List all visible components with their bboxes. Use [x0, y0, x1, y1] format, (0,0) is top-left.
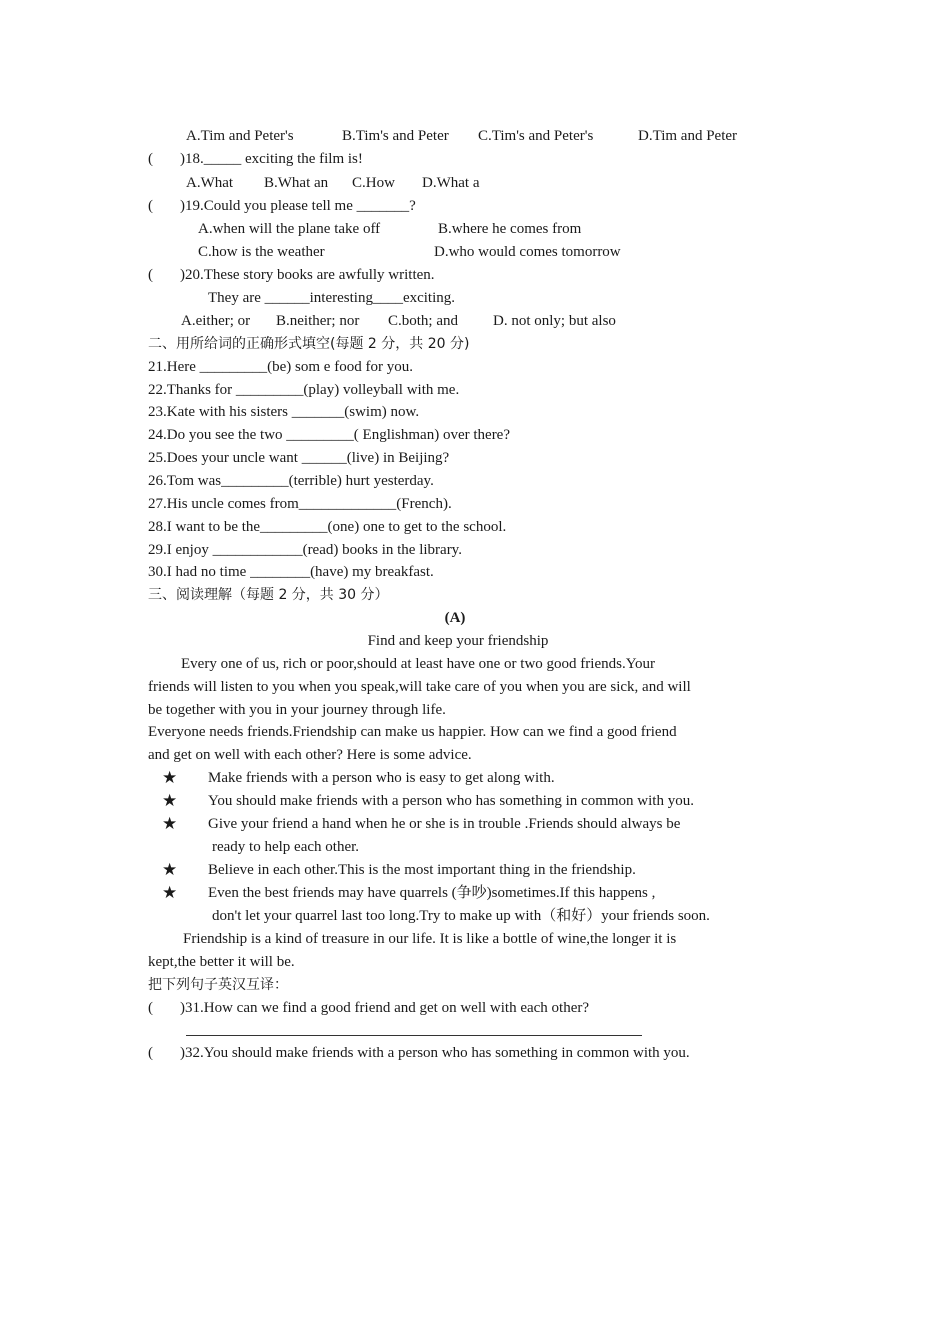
- q20-option-c: C.both; and: [388, 313, 458, 329]
- fill-item: 27.His uncle comes from_____________(French).: [148, 496, 452, 512]
- q18-option-a: A.What: [186, 175, 234, 191]
- q17-option-d: D.Tim and Peter: [638, 128, 738, 144]
- q31-bracket: (: [148, 1000, 153, 1016]
- fill-item: 26.Tom was_________(terrible) hurt yesterday.: [148, 473, 434, 489]
- fill-item: 30.I had no time ________(have) my breakfast.: [148, 564, 434, 580]
- advice-item: Believe in each other.This is the most important thing in the friendship.: [208, 862, 636, 878]
- fill-item: 23.Kate with his sisters _______(swim) now.: [148, 404, 420, 420]
- q19-stem: )19.Could you please tell me _______?: [180, 198, 416, 214]
- q20-option-d: D. not only; but also: [493, 313, 616, 329]
- q17-option-c: C.Tim's and Peter's: [478, 128, 594, 144]
- q20-stem: )20.These story books are awfully written.: [180, 267, 435, 283]
- q18-option-b: B.What an: [264, 175, 329, 191]
- fill-item: 28.I want to be the_________(one) one to get to the school.: [148, 519, 507, 535]
- q32-bracket: (: [148, 1045, 153, 1061]
- advice-item: You should make friends with a person who has something in common with you.: [208, 793, 694, 809]
- q20-line2: They are ______interesting____exciting.: [208, 290, 456, 306]
- fill-item: 24.Do you see the two _________( Englishman) over there?: [148, 427, 510, 443]
- star-icon: ★: [162, 814, 178, 833]
- paragraph-line: Every one of us, rich or poor,should at least have one or two good friends.Your: [181, 656, 656, 672]
- passage-label: (A): [444, 610, 466, 626]
- q32-text: )32.You should make friends with a person who has something in common with you.: [180, 1045, 690, 1061]
- paragraph-line: and get on well with each other? Here is some advice.: [148, 747, 472, 763]
- passage-title: Find and keep your friendship: [367, 633, 549, 649]
- q19-option-a: A.when will the plane take off: [198, 221, 381, 237]
- q19-bracket: (: [148, 198, 153, 214]
- fill-item: 22.Thanks for _________(play) volleyball with me.: [148, 382, 460, 398]
- paragraph-line: friends will listen to you when you speak,will take care of you when you are sick, and will: [148, 679, 691, 695]
- q18-bracket: (: [148, 151, 153, 167]
- advice-item-continued: don't let your quarrel last too long.Try to make up with（和好）your friends soon.: [212, 908, 710, 924]
- star-icon: ★: [162, 768, 178, 787]
- fill-item: 25.Does your uncle want ______(live) in Beijing?: [148, 450, 450, 466]
- q19-option-b: B.where he comes from: [438, 221, 582, 237]
- q17-option-b: B.Tim's and Peter: [342, 128, 449, 144]
- star-icon: ★: [162, 791, 178, 810]
- star-icon: ★: [162, 860, 178, 879]
- q20-option-a: A.either; or: [181, 313, 251, 329]
- q17-option-a: A.Tim and Peter's: [186, 128, 294, 144]
- fill-item: 29.I enjoy ____________(read) books in the library.: [148, 542, 462, 558]
- paragraph-line: Everyone needs friends.Friendship can make us happier. How can we find a good friend: [148, 724, 677, 740]
- star-icon: ★: [162, 883, 178, 902]
- q18-option-c: C.How: [352, 175, 395, 191]
- fill-item: 21.Here _________(be) som e food for you.: [148, 359, 413, 375]
- paragraph-line: kept,the better it will be.: [148, 954, 295, 970]
- section2-heading: 二、用所给词的正确形式填空(每题 2 分，共 20 分): [148, 336, 470, 352]
- q31-text: )31.How can we find a good friend and get on well with each other?: [180, 1000, 590, 1016]
- translate-heading: 把下列句子英汉互译：: [148, 977, 288, 993]
- paragraph-line: Friendship is a kind of treasure in our life. It is like a bottle of wine,the longer it is: [183, 931, 677, 947]
- advice-item: Even the best friends may have quarrels (争吵)sometimes.If this happens ,: [208, 885, 656, 901]
- advice-item: Give your friend a hand when he or she is in trouble .Friends should always be: [208, 816, 681, 832]
- answer-line: [186, 1035, 642, 1036]
- advice-item-continued: ready to help each other.: [212, 839, 360, 855]
- section3-heading: 三、阅读理解（每题 2 分，共 30 分）: [148, 587, 389, 603]
- q19-option-c: C.how is the weather: [198, 244, 325, 260]
- q18-stem: )18._____ exciting the film is!: [180, 151, 363, 167]
- q19-option-d: D.who would comes tomorrow: [434, 244, 621, 260]
- q18-option-d: D.What a: [422, 175, 480, 191]
- q20-bracket: (: [148, 267, 153, 283]
- advice-item: Make friends with a person who is easy to get along with.: [208, 770, 555, 786]
- q20-option-b: B.neither; nor: [276, 313, 360, 329]
- paragraph-line: be together with you in your journey through life.: [148, 702, 446, 718]
